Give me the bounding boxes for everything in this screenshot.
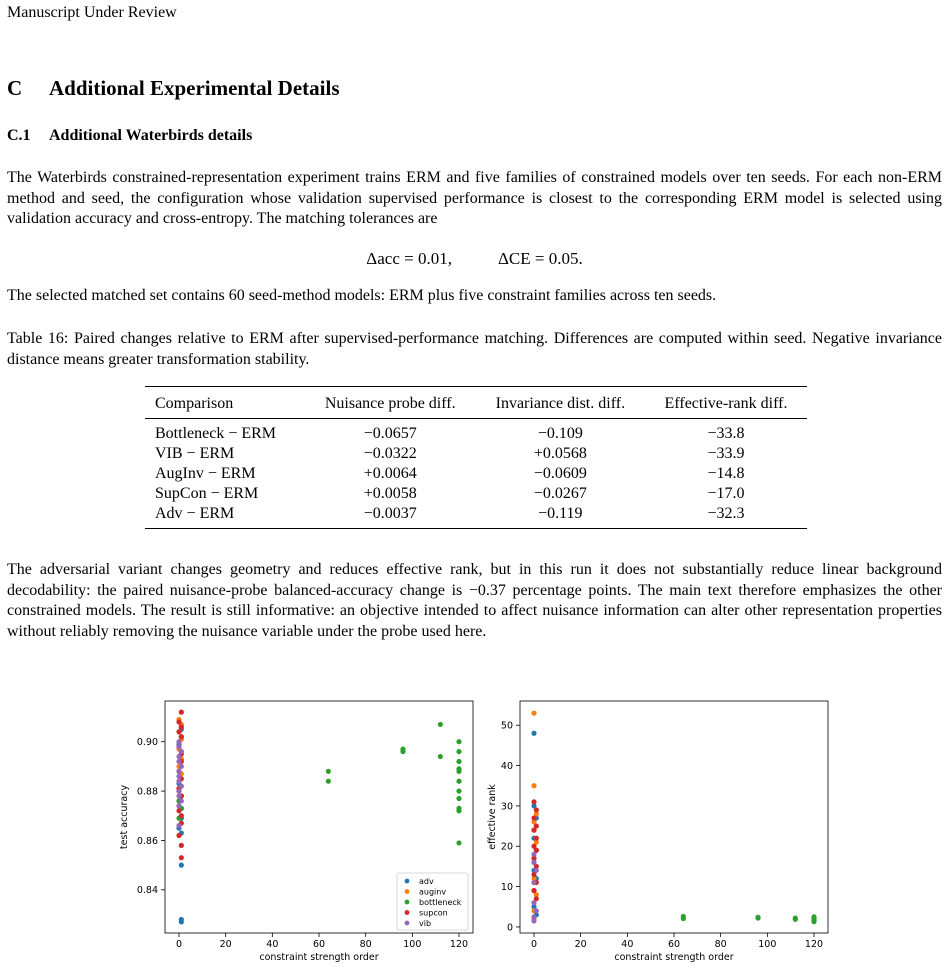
table-row	[145, 419, 807, 445]
paragraph-2: The selected matched set contains 60 seed-method models: ERM plus five constraint families across ten seeds.	[7, 287, 717, 304]
legend-label-vib: vib	[419, 919, 432, 928]
x-tick-label: 120	[804, 939, 824, 950]
data-point-bottleneck	[793, 917, 798, 922]
table-header: Nuisance probe diff.	[324, 395, 456, 412]
data-point-vib	[176, 803, 181, 808]
data-point-bottleneck	[456, 739, 461, 744]
data-point-bottleneck	[456, 749, 461, 754]
y-axis-label: test accuracy	[119, 784, 130, 850]
data-point-vib	[531, 852, 536, 857]
data-point-supcon	[176, 808, 181, 813]
data-point-bottleneck	[456, 769, 461, 774]
x-tick-label: 0	[175, 939, 183, 950]
data-point-supcon	[534, 836, 539, 841]
data-point-vib	[176, 788, 181, 793]
data-point-vib	[176, 793, 181, 798]
table-caption: Table 16: Paired changes relative to ERM after supervised-performance matching. Differences are computed within seed. Negative invariance distance means greater transformation stability.	[7, 330, 942, 368]
table-header: Comparison	[155, 395, 234, 412]
data-point-vib	[179, 764, 184, 769]
data-point-bottleneck	[438, 722, 443, 727]
delta-ce: ΔCE = 0.05.	[497, 249, 583, 268]
table-cell: −0.0657	[363, 425, 417, 442]
x-tick-label: 20	[574, 939, 587, 950]
data-point-supcon	[179, 855, 184, 860]
x-tick-label: 100	[758, 939, 777, 950]
data-point-vib	[531, 900, 536, 905]
data-point-auginv	[531, 783, 536, 788]
table-cell: −0.0037	[363, 505, 417, 522]
table-cell: Bottleneck − ERM	[155, 425, 277, 442]
data-point-adv	[179, 863, 184, 868]
data-point-supcon	[179, 843, 184, 848]
table-cell: −0.0267	[533, 485, 587, 502]
table-cell: −14.8	[707, 465, 745, 482]
table-cell: +0.0064	[363, 465, 417, 482]
table-row	[145, 444, 807, 464]
chart-right-effective-rank	[487, 701, 828, 963]
data-point-bottleneck	[400, 749, 405, 754]
x-tick-label: 120	[449, 939, 469, 950]
table-cell: −0.0322	[363, 445, 417, 462]
table-cell: AugInv − ERM	[155, 465, 256, 482]
data-point-vib	[531, 860, 536, 865]
data-point-supcon	[531, 828, 536, 833]
table-cell: −33.9	[707, 445, 745, 462]
x-tick-label: 80	[714, 939, 727, 950]
data-point-vib	[176, 754, 181, 759]
table-cell: −0.0609	[533, 465, 587, 482]
y-tick-label: 20	[500, 841, 513, 853]
table-cell: VIB − ERM	[155, 445, 235, 462]
data-point-vib	[176, 739, 181, 744]
legend-label-supcon: supcon	[419, 908, 448, 918]
data-point-vib	[531, 918, 536, 923]
data-point-vib	[534, 908, 539, 913]
x-axis-label: constraint strength order	[614, 952, 734, 963]
section-title	[7, 76, 340, 101]
table-row	[145, 504, 807, 529]
legend-label-bottleneck: bottleneck	[419, 898, 462, 907]
data-point-supcon	[531, 799, 536, 804]
table-header: Invariance dist. diff.	[495, 395, 626, 412]
paragraph-3: The adversarial variant changes geometry and reduces effective rank, but in this run it does not substantially reduce linear background decodability: the paired nuisance-probe balanced-accuracy change is −0.37 percentage points. The main text therefore emphasizes the other constrained models. The result is still informative: an objective intended to affect nuisance information can alter other representation properties without reliably removing the nuisance variable under the probe used here.	[7, 561, 942, 640]
data-point-vib	[176, 779, 181, 784]
data-point-supcon	[531, 888, 536, 893]
data-point-supcon	[176, 833, 181, 838]
tolerance-equation	[0, 249, 949, 269]
table-header: Effective-rank diff.	[664, 395, 788, 412]
table-cell: −33.8	[707, 425, 745, 442]
table-cell: −17.0	[707, 485, 745, 502]
subsection-title	[7, 127, 252, 145]
legend-label-auginv: auginv	[419, 887, 447, 897]
data-point-vib	[176, 769, 181, 774]
data-point-vib	[176, 774, 181, 779]
subsection-number: C.1	[7, 127, 31, 144]
data-point-supcon	[176, 729, 181, 734]
data-point-vib	[176, 823, 181, 828]
x-tick-label: 60	[312, 939, 326, 950]
data-point-vib	[534, 868, 539, 873]
data-point-bottleneck	[811, 919, 816, 924]
data-point-vib	[179, 784, 184, 789]
data-point-supcon	[179, 734, 184, 739]
x-tick-label: 100	[403, 939, 422, 950]
results-table	[145, 386, 807, 529]
y-tick-label: 10	[500, 882, 513, 893]
data-point-supcon	[531, 815, 536, 820]
data-point-supcon	[534, 807, 539, 812]
table-cell: −0.119	[538, 505, 583, 522]
x-tick-label: 40	[621, 939, 634, 950]
legend-marker-bottleneck	[405, 900, 410, 905]
data-point-vib	[179, 798, 184, 803]
data-point-bottleneck	[456, 840, 461, 845]
data-point-supcon	[176, 719, 181, 724]
x-tick-label: 60	[667, 939, 681, 950]
data-point-supcon	[179, 724, 184, 729]
paragraph-1: The Waterbirds constrained-representation experiment trains ERM and five families of constrained models over ten seeds. For each non-ERM method and seed, the configuration whose validation supervised performance is closest to the corresponding ERM model is selected using validation accuracy and cross-entropy. The matching tolerances are	[7, 169, 942, 227]
table-row	[145, 484, 807, 504]
data-point-auginv	[531, 711, 536, 716]
axes-frame	[520, 701, 828, 933]
table-cell: Adv − ERM	[155, 505, 235, 522]
legend-label-adv: adv	[419, 877, 434, 886]
y-tick-label: 50	[500, 720, 513, 732]
data-point-vib	[531, 880, 536, 885]
y-tick-label: 0.88	[136, 786, 158, 798]
running-header: Manuscript Under Review	[7, 4, 177, 21]
x-axis-label: constraint strength order	[259, 952, 379, 963]
table-cell: SupCon − ERM	[155, 485, 259, 502]
y-tick-label: 30	[500, 801, 513, 813]
data-point-bottleneck	[681, 916, 686, 921]
y-tick-label: 0.90	[136, 737, 158, 749]
y-tick-label: 0	[506, 922, 513, 934]
delta-acc: Δacc = 0.01,	[366, 249, 452, 268]
table-cell: +0.0568	[533, 445, 587, 462]
legend-marker-supcon	[405, 910, 410, 915]
data-point-adv	[531, 731, 536, 736]
x-tick-label: 80	[359, 939, 372, 950]
legend-marker-adv	[405, 879, 410, 884]
x-tick-label: 0	[530, 939, 538, 950]
table-header-row	[145, 387, 807, 419]
legend-marker-auginv	[405, 889, 410, 894]
table-cell: −0.109	[537, 425, 583, 442]
data-point-adv	[179, 919, 184, 924]
legend-marker-vib	[405, 921, 410, 926]
table-row	[145, 464, 807, 484]
data-point-bottleneck	[456, 759, 461, 764]
data-point-bottleneck	[456, 796, 461, 801]
y-axis-label: effective rank	[487, 784, 498, 850]
data-point-bottleneck	[456, 779, 461, 784]
data-point-bottleneck	[456, 808, 461, 813]
data-point-vib	[176, 744, 181, 749]
scatter-figure	[0, 690, 949, 976]
y-tick-label: 0.84	[136, 885, 158, 897]
data-point-vib	[176, 759, 181, 764]
subsection-title-text: Additional Waterbirds details	[49, 127, 253, 144]
data-point-bottleneck	[755, 915, 760, 920]
data-point-bottleneck	[456, 788, 461, 793]
data-point-bottleneck	[438, 754, 443, 759]
table-cell: +0.0058	[363, 485, 417, 502]
data-point-bottleneck	[326, 779, 331, 784]
y-tick-label: 0.86	[136, 835, 158, 847]
table-cell: −32.3	[707, 505, 745, 522]
x-tick-label: 20	[219, 939, 232, 950]
x-tick-label: 40	[266, 939, 279, 950]
data-point-supcon	[179, 710, 184, 715]
data-point-vib	[179, 749, 184, 754]
data-point-bottleneck	[326, 769, 331, 774]
section-number: C	[7, 76, 23, 100]
section-title-text: Additional Experimental Details	[49, 76, 340, 100]
chart-left-test-accuracy	[119, 701, 473, 963]
data-point-supcon	[179, 813, 184, 818]
y-tick-label: 40	[500, 760, 513, 772]
